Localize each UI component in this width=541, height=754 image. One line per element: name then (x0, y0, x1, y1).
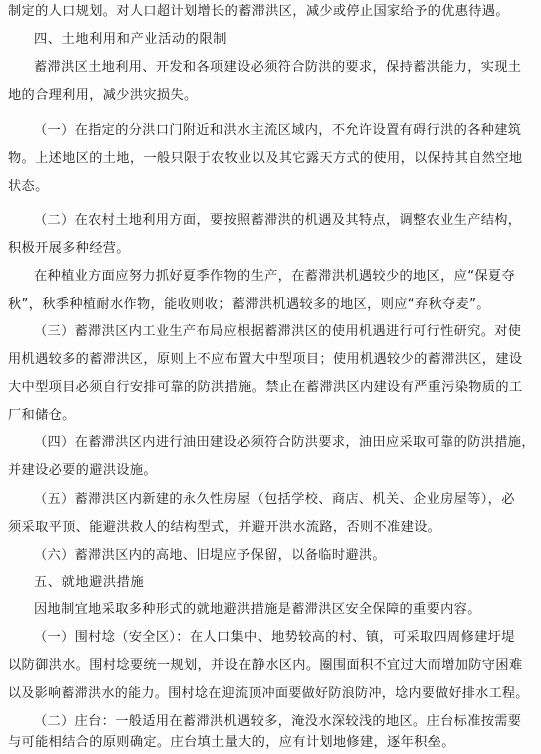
text-line: 用机遇较多的蓄滞洪区，原则上不应布置大中型项目；使用机遇较少的蓄滞洪区，建设 (8, 352, 523, 367)
section-heading: 四、土地利用和产业活动的限制 (34, 32, 228, 47)
text-line: 地的合理利用，减少洪灾损失。 (8, 88, 198, 103)
section-heading: 五、就地避洪措施 (34, 575, 145, 590)
text-line: （二）在农村土地利用方面，要按照蓄滞洪的机遇及其特点，调整农业生产结构， (34, 213, 522, 228)
text-line: 须采取平顶、能避洪救人的结构型式，并避开洪水流路，否则不准建设。 (8, 520, 442, 535)
text-line: 在种植业方面应努力抓好夏季作物的生产，在蓄滞洪机遇较少的地区，应“保夏夺 (34, 269, 515, 284)
text-line: （二）庄台：一般适用在蓄滞洪机遇较多，淹没水深较浅的地区。庄台标准按需要 (34, 714, 522, 729)
text-line: （一）围村埝（安全区）：在人口集中、地势较高的村、镇，可采取四周修建圩堤 (34, 630, 515, 645)
text-line: 以防御洪水。围村埝要统一规划，并设在静水区内。圈围面积不宜过大而增加防守困难 (8, 658, 523, 673)
text-line: 因地制宜地采取多种形式的就地避洪措施是蓄滞洪区安全保障的重要内容。 (34, 602, 481, 617)
text-line: （六）蓄滞洪区内的高地、旧堤应予保留，以备临时避洪。 (34, 548, 386, 563)
text-line: 以及影响蓄滞洪水的能力。围村埝在迎流顶冲面要做好防浪防冲，埝内要做好排水工程。 (8, 686, 529, 701)
text-line: 物。上述地区的土地，一般只限于农牧业以及其它露天方式的使用，以保持其自然空地 (8, 151, 523, 166)
text-line: 大中型项目必须自行安排可靠的防洪措施。禁止在蓄滞洪区内建设有严重污染物质的工 (8, 380, 523, 395)
text-line: 并建设必要的避洪设施。 (8, 463, 157, 478)
text-line: 秋”，秋季种植耐水作物，能收则收；蓄滞洪机遇较多的地区，则应“弃秋夺麦”。 (8, 297, 490, 312)
text-line: 状态。 (8, 179, 49, 194)
text-line: （一）在指定的分洪口门附近和洪水主流区域内，不允许设置有碍行洪的各种建筑 (34, 123, 522, 138)
text-line: 蓄滞洪区土地利用、开发和各项建设必须符合防洪的要求，保持蓄洪能力，实现土 (34, 60, 522, 75)
text-line: 制定的人口规划。对人口超计划增长的蓄滞洪区，减少或停止国家给予的优惠待遇。 (8, 4, 509, 19)
text-line: （五）蓄滞洪区内新建的永久性房屋（包括学校、商店、机关、企业房屋等），必 (34, 492, 515, 507)
text-line: （三）蓄滞洪区内工业生产布局应根据蓄滞洪区的使用机遇进行可行性研究。对使 (34, 324, 522, 339)
text-line: 厂和储仓。 (8, 408, 76, 423)
text-line: （四）在蓄滞洪区内进行油田建设必须符合防洪要求，油田应采取可靠的防洪措施， (34, 435, 535, 450)
text-line: 积极开展多种经营。 (8, 241, 130, 256)
text-line: 与可能相结合的原则确定。庄台填土量大的，应有计划地修建，逐年积垒。 (8, 735, 455, 750)
